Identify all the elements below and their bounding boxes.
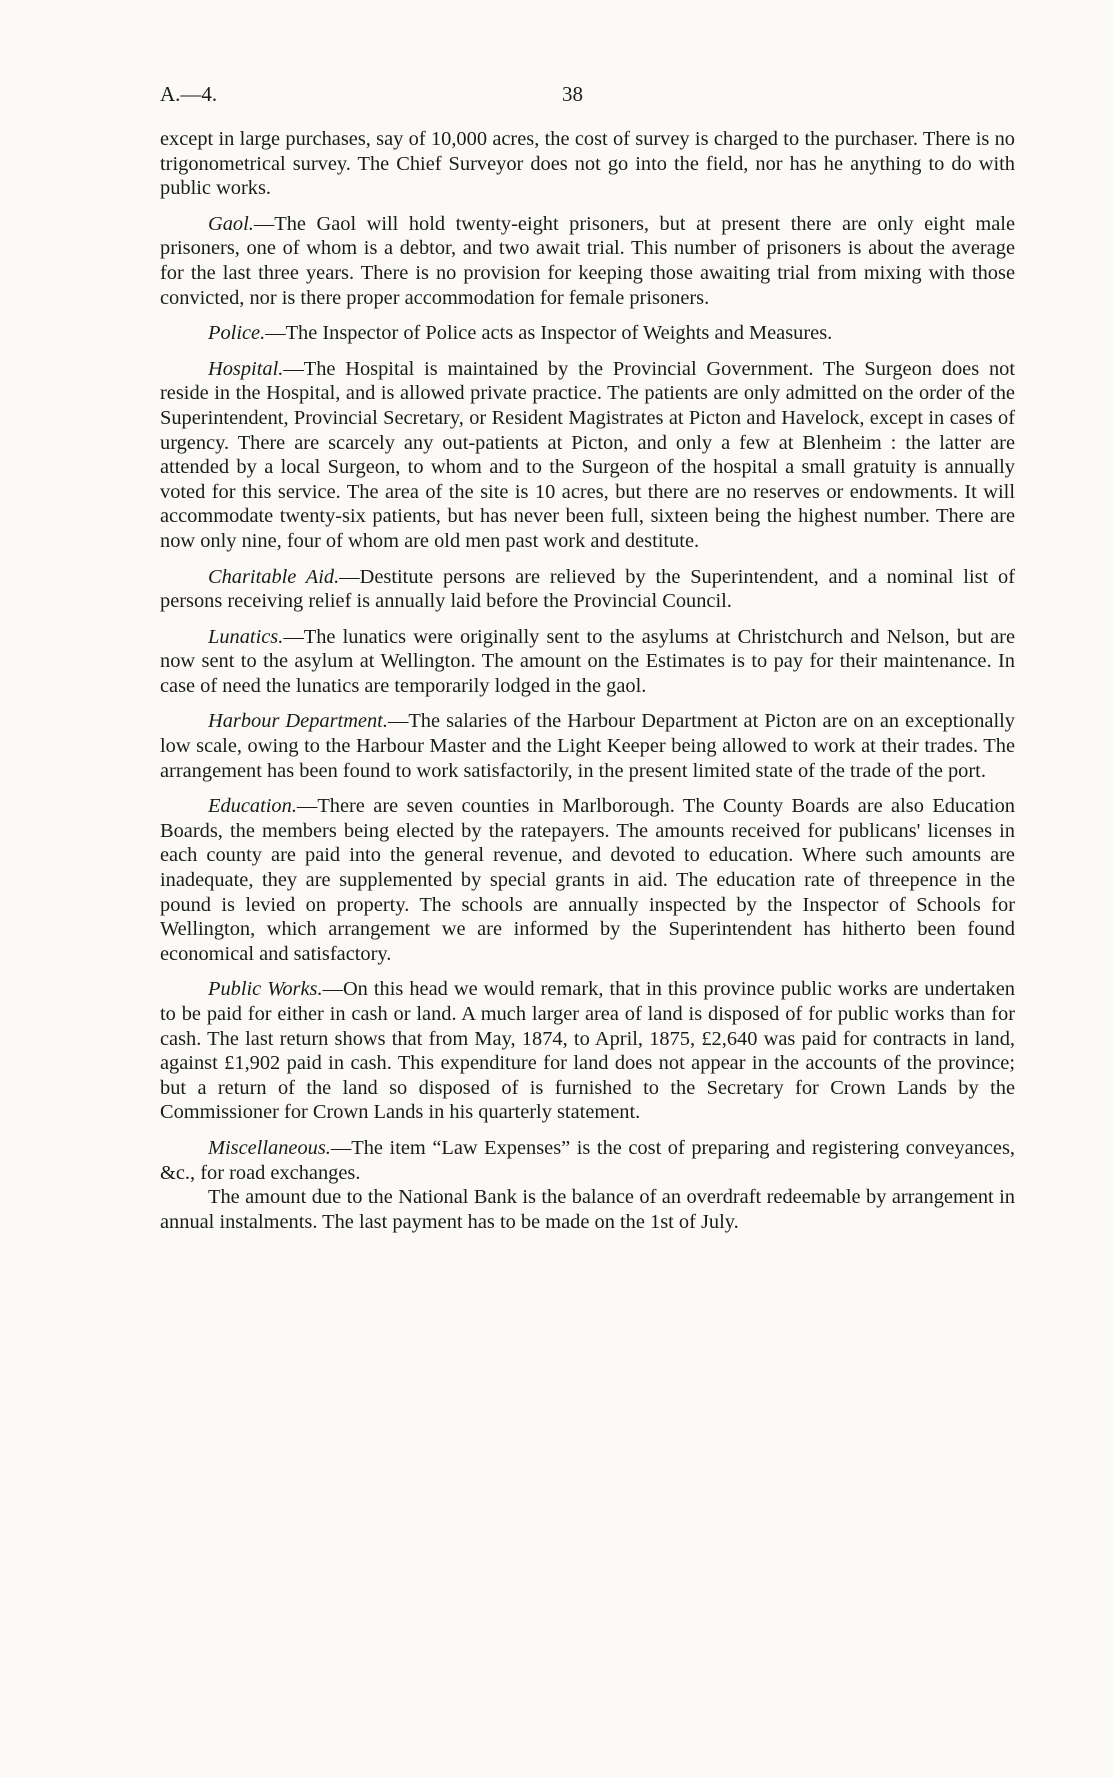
document-reference: A.—4. [160,82,218,106]
paragraph-text: —There are seven counties in Marlborough. The County Boards are also Education Boards, the members being elected by the ratepayers. The amounts received for publicans' licenses in each county are paid into the general revenue, and devoted to education. Where such amounts are inadequate, they are supplemented by special grants in aid. The education rate of threepence in the pound is levied on property. The schools are annually inspected by the Inspector of Schools for Wellington, which arrangement we are informed by the Superintendent has hitherto been found economical and satisfactory. [160,795,1015,965]
paragraph-charitable-aid [160,565,1015,614]
section-heading-gaol: Gaol. [208,212,254,235]
paragraph-lunatics [160,625,1015,699]
paragraph-text: —The Hospital is maintained by the Provincial Government. The Surgeon does not reside in the Hospital, and is allowed private practice. The patients are only admitted on the order of the Superintendent, Provincial Secretary, or Resident Magistrates at Picton and Havelock, except in cases of urgency. There are scarcely any out-patients at Picton, and only a few at Blenheim : the latter are attended by a local Surgeon, to whom and to the Surgeon of the hospital a small gratuity is annually voted for this service. The area of the site is 10 acres, but there are no reserves or endowments. It will accommodate twenty-six patients, but has never been full, sixteen being the highest number. There are now only nine, four of whom are old men past work and destitute. [160,357,1015,552]
paragraph-text: except in large purchases, say of 10,000 acres, the cost of survey is charged to the purchaser. There is no trigonometrical survey. The Chief Surveyor does not go into the field, nor has he anything to do with public works. [160,128,1015,200]
paragraph-education [160,794,1015,966]
paragraph-text: —Destitute persons are relieved by the Superintendent, and a nominal list of persons receiving relief is annually laid before the Provincial Council. [160,565,1015,613]
section-heading-education: Education. [208,795,297,818]
paragraph-text: —The lunatics were originally sent to the asylums at Christchurch and Nelson, but are now sent to the asylum at Wellington. The amount on the Estimates is to pay for their maintenance. In case of need the lunatics are temporarily lodged in the gaol. [160,625,1015,697]
section-heading-hospital: Hospital. [208,357,284,380]
section-heading-harbour-department: Harbour Department. [208,710,388,733]
paragraph-harbour-department [160,709,1015,783]
page-header [160,82,1015,112]
section-heading-charitable-aid: Charitable Aid. [208,565,340,588]
paragraph-survey [160,127,1015,201]
paragraph-miscellaneous [160,1136,1015,1185]
paragraph-text: —The Inspector of Police acts as Inspector of Weights and Measures. [265,322,833,345]
paragraph-text: The amount due to the National Bank is the balance of an overdraft redeemable by arrangement in annual instalments. The last payment has to be made on the 1st of July. [160,1186,1015,1233]
document-body [160,127,1015,1245]
paragraph-national-bank [160,1185,1015,1234]
section-heading-lunatics: Lunatics. [208,625,284,648]
paragraph-text: —On this head we would remark, that in this province public works are undertaken to be paid for either in cash or land. A much larger area of land is disposed of for public works than for cash. The last return shows that from May, 1874, to April, 1875, £2,640 was paid for contracts in land, against £1,902 paid in cash. This expenditure for land does not appear in the accounts of the province; but a return of the land so disposed of is furnished to the Secretary for Crown Lands by the Commissioner for Crown Lands in his quarterly statement. [160,978,1015,1124]
paragraph-text: —The salaries of the Harbour Department at Picton are on an exceptionally low scale, owing to the Harbour Master and the Light Keeper being allowed to work at their trades. The arrangement has been found to work satisfactorily, in the present limited state of the trade of the port. [160,710,1015,782]
section-heading-police: Police. [208,322,266,345]
section-heading-miscellaneous: Miscellaneous. [208,1136,331,1159]
paragraph-text: —The item “Law Expenses” is the cost of preparing and registering conveyances, &c., for road exchanges. [160,1136,1015,1184]
paragraph-gaol [160,212,1015,310]
paragraph-hospital [160,357,1015,554]
paragraph-text: —The Gaol will hold twenty-eight prisoners, but at present there are only eight male prisoners, one of whom is a debtor, and two await trial. This number of prisoners is about the average for the last three years. There is no provision for keeping those awaiting trial from mixing with those convicted, nor is there proper accommodation for female prisoners. [160,212,1015,309]
section-heading-public-works: Public Works. [208,978,323,1001]
paragraph-police [160,321,1015,346]
paragraph-public-works [160,977,1015,1125]
page-number: 38 [562,82,583,106]
